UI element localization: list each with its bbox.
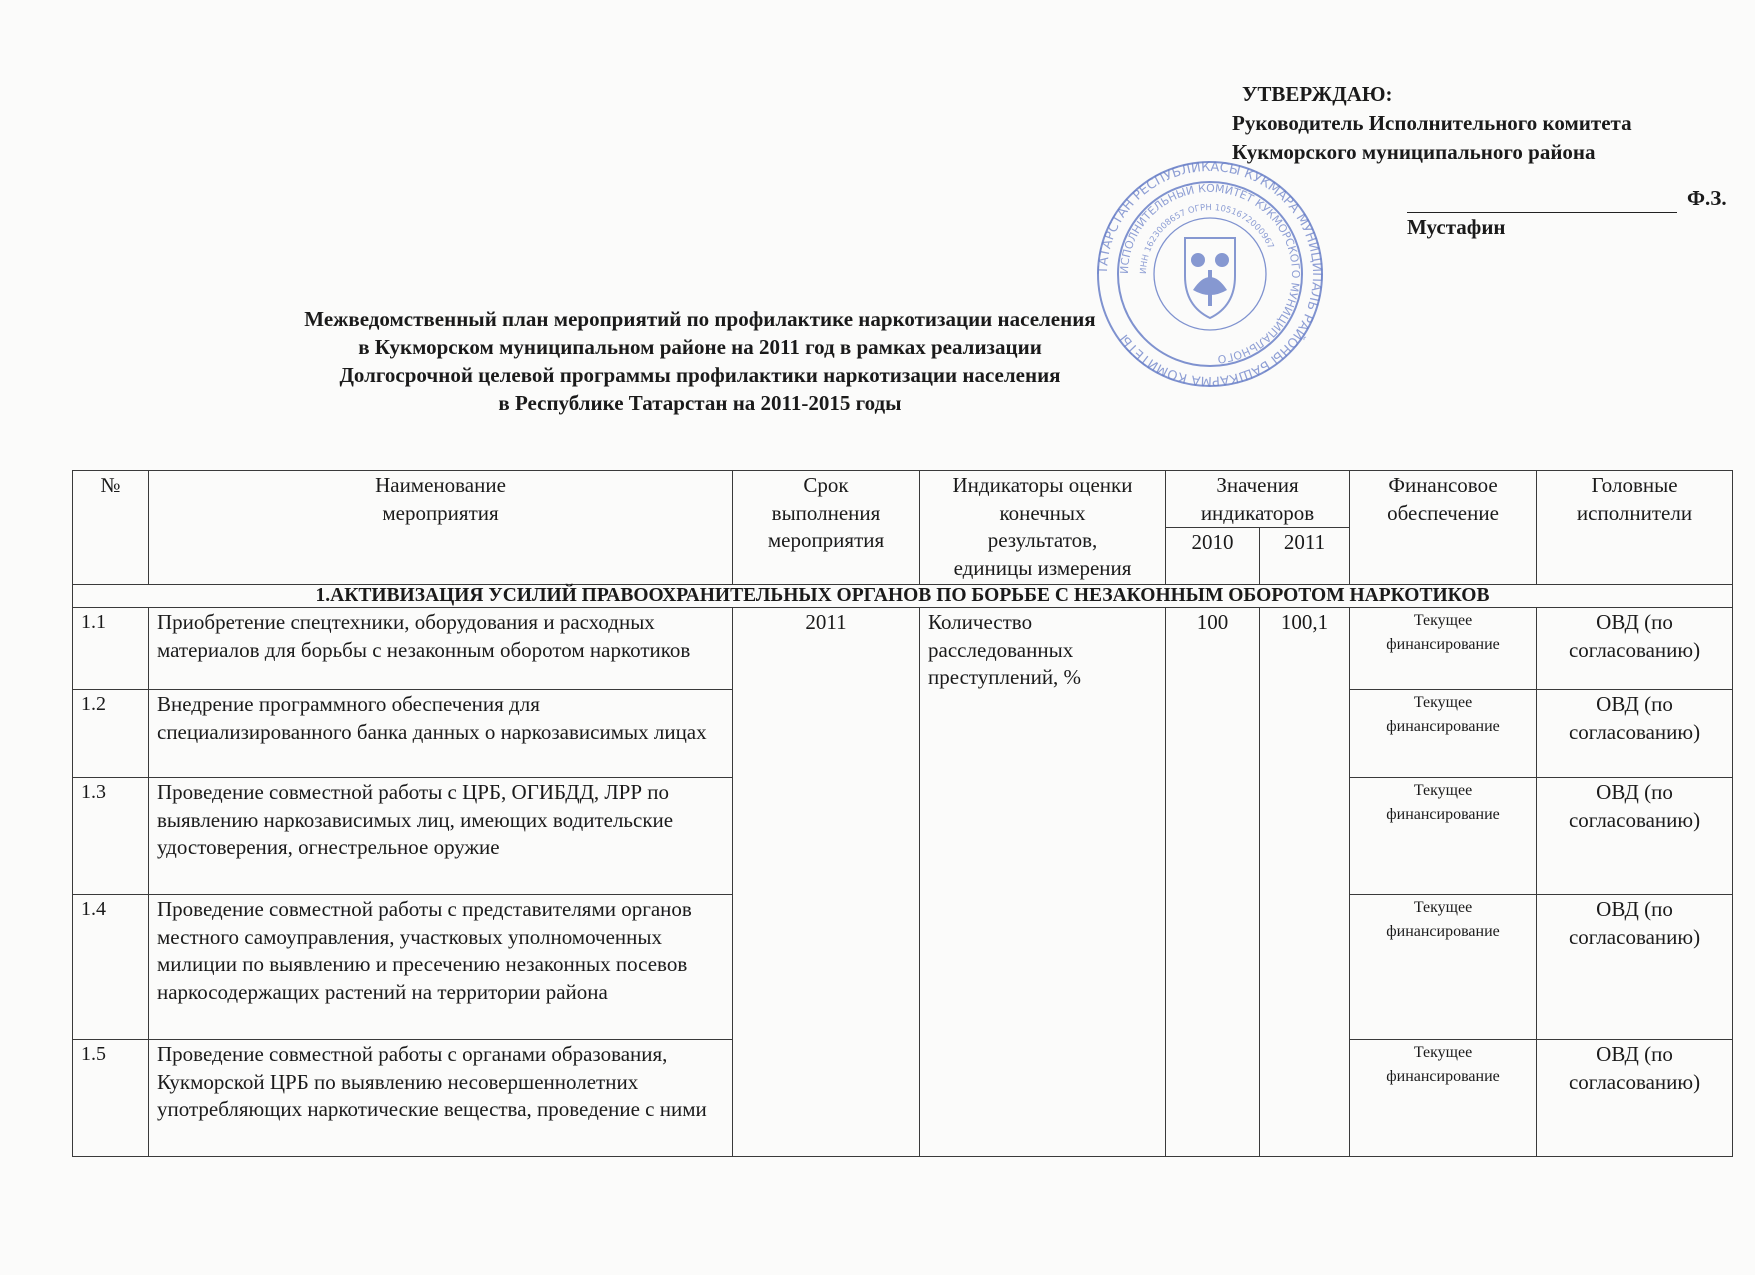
row-executor: ОВД (по согласованию) [1537, 608, 1733, 690]
document-title [200, 305, 1200, 417]
row-executor: ОВД (по согласованию) [1537, 778, 1733, 895]
row-executor: ОВД (по согласованию) [1537, 690, 1733, 778]
seal-inner-text: ИСПОЛНИТЕЛЬНЫЙ КОМИТЕТ КУКМОРСКОГО МУНИЦИПАЛЬНОГО [1117, 181, 1303, 366]
row-term: 2011 [733, 608, 920, 1157]
header-finance: Финансовое обеспечение [1350, 471, 1537, 585]
row-number: 1.4 [73, 895, 149, 1040]
seal-outer-text: ТАТАРСТАН РЕСПУБЛИКАСЫ КУКМАРА МУНИЦИПАЛЬ РАЙОНЫ БАШКАРМА КОМИТЕТЫ [1095, 159, 1325, 389]
seal-ids-text: ИНН 1623008657 ОГРН 1051672000967 [1138, 202, 1276, 275]
row-activity: Проведение совместной работы с ЦРБ, ОГИБДД, ЛРР по выявлению наркозависимых лиц, имеющих водительские удостоверения, огнестрельное оружие [149, 778, 733, 895]
header-name: Наименование мероприятия [149, 471, 733, 585]
row-number: 1.2 [73, 690, 149, 778]
row-value-2010: 100 [1166, 608, 1260, 1157]
row-finance: Текущее финансирование [1350, 778, 1537, 895]
approval-position-line2: Кукморского муниципального района [1232, 140, 1596, 164]
section-heading: 1.АКТИВИЗАЦИЯ УСИЛИЙ ПРАВООХРАНИТЕЛЬНЫХ ОРГАНОВ ПО БОРЬБЕ С НЕЗАКОННЫМ ОБОРОТОМ НАРКОТИКОВ [73, 585, 1733, 608]
row-activity: Внедрение программного обеспечения для специализированного банка данных о наркозависимых лицах [149, 690, 733, 778]
title-line-3: Долгосрочной целевой программы профилактики наркотизации населения [339, 363, 1061, 387]
header-year-2010: 2010 [1166, 528, 1260, 585]
title-line-1: Межведомственный план мероприятий по профилактике наркотизации населения [304, 307, 1096, 331]
row-number: 1.1 [73, 608, 149, 690]
row-value-2011: 100,1 [1260, 608, 1350, 1157]
row-activity: Проведение совместной работы с представителями органов местного самоуправления, участковых уполномоченных милиции по выявлению и пресечению незаконных посевов наркосодержащих растений на территории района [149, 895, 733, 1040]
header-num: № [73, 471, 149, 585]
row-finance: Текущее финансирование [1350, 1040, 1537, 1157]
title-line-2: в Кукморском муниципальном районе на 2011 год в рамках реализации [358, 335, 1042, 359]
header-values: Значения индикаторов [1166, 471, 1350, 528]
table-row [73, 608, 1733, 690]
row-indicator: Количество расследованных преступлений, % [920, 608, 1166, 1157]
plan-table [72, 470, 1733, 1157]
row-executor: ОВД (по согласованию) [1537, 1040, 1733, 1157]
row-number: 1.3 [73, 778, 149, 895]
row-finance: Текущее финансирование [1350, 895, 1537, 1040]
approval-heading: УТВЕРЖДАЮ: [1242, 82, 1393, 106]
header-year-2011: 2011 [1260, 528, 1350, 585]
header-executors: Головные исполнители [1537, 471, 1733, 585]
header-indicators: Индикаторы оценки конечных результатов, единицы измерения [920, 471, 1166, 585]
signatory-name: Ф.З. Мустафин [1407, 186, 1727, 239]
row-finance: Текущее финансирование [1350, 608, 1537, 690]
header-term: Срок выполнения мероприятия [733, 471, 920, 585]
row-finance: Текущее финансирование [1350, 690, 1537, 778]
approval-position-line1: Руководитель Исполнительного комитета [1232, 111, 1632, 135]
row-number: 1.5 [73, 1040, 149, 1157]
row-executor: ОВД (по согласованию) [1537, 895, 1733, 1040]
row-activity: Проведение совместной работы с органами образования, Кукморской ЦРБ по выявлению несовершеннолетних употребляющих наркотические вещества, проведение с ними [149, 1040, 733, 1157]
title-line-4: в Республике Татарстан на 2011-2015 годы [498, 391, 902, 415]
row-activity: Приобретение спецтехники, оборудования и расходных материалов для борьбы с незаконным оборотом наркотиков [149, 608, 733, 690]
signature-underline [1407, 190, 1677, 213]
